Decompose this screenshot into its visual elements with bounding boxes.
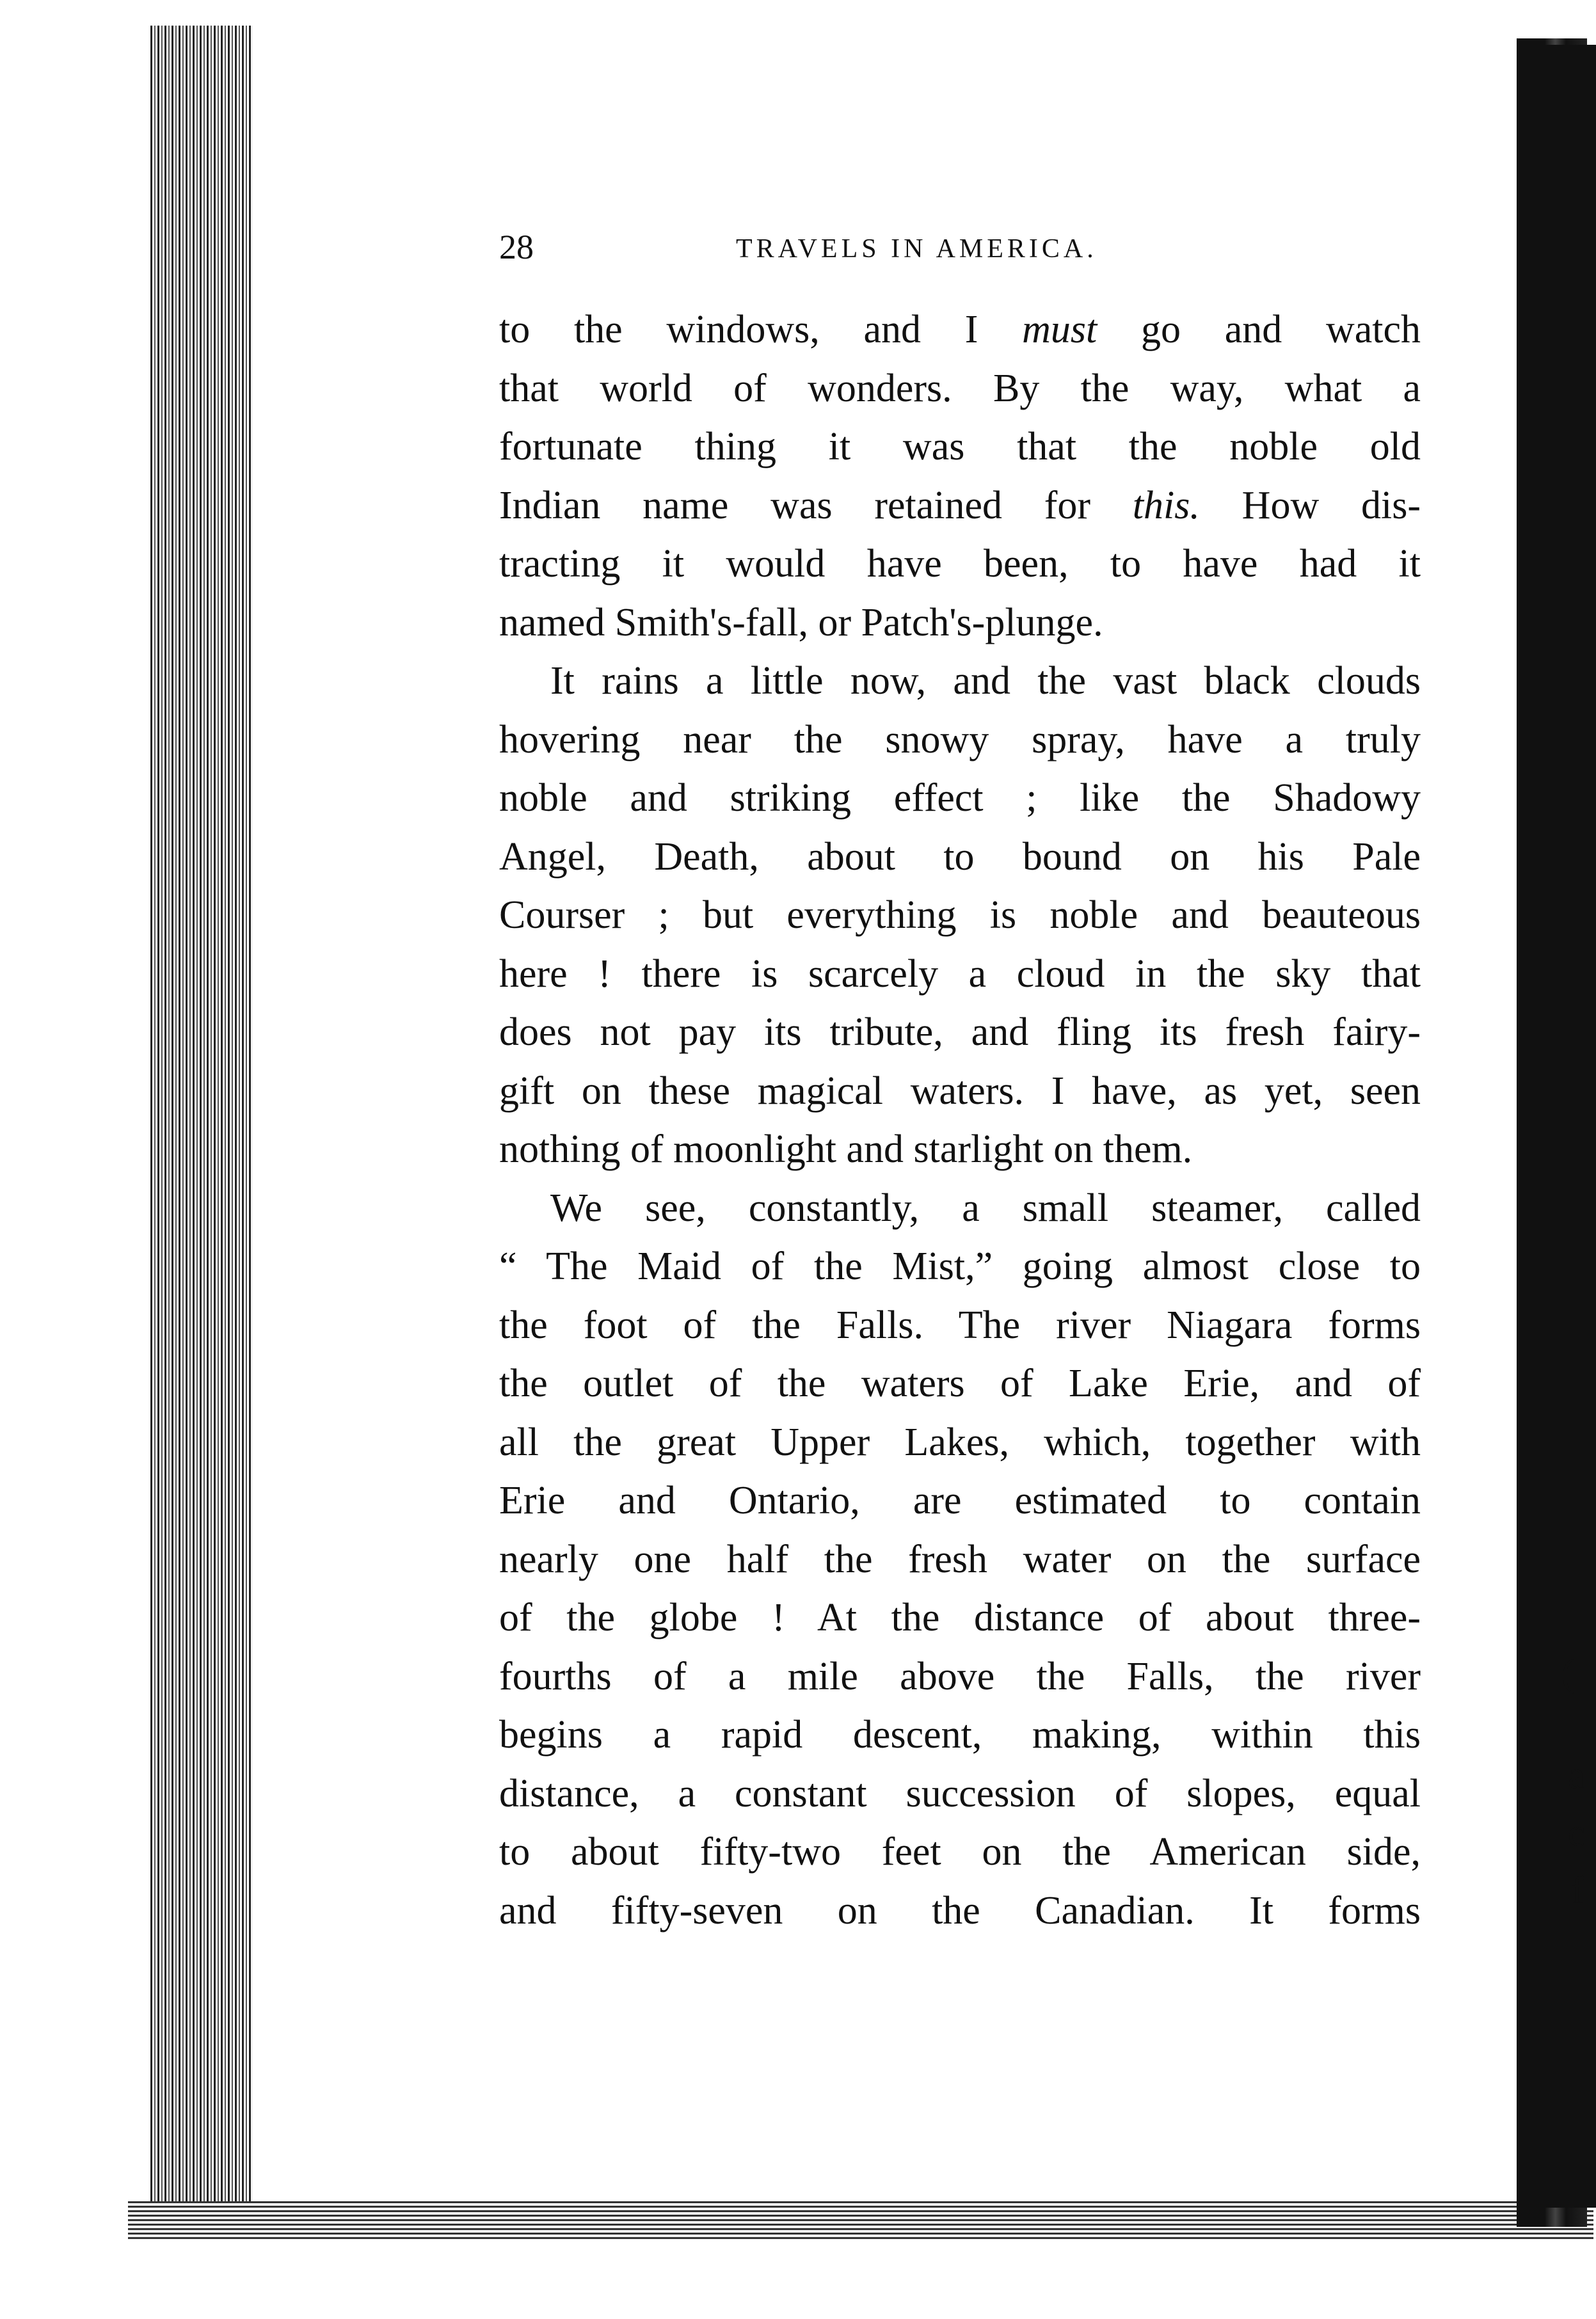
- text-line: tracting it would have been, to have had it: [499, 542, 1421, 586]
- text-line: begins a rapid descent, making, within this: [499, 1713, 1421, 1757]
- text-line: fortunate thing it was that the noble old: [499, 425, 1421, 468]
- text-line: to the windows, and I must go and watch: [499, 308, 1421, 351]
- text-line: fourths of a mile above the Falls, the river: [499, 1654, 1421, 1698]
- text-line: nearly one half the fresh water on the surface: [499, 1537, 1421, 1581]
- facing-page-fragment: (: [1561, 1652, 1574, 1694]
- text-line: Courser ; but everything is noble and beauteous: [499, 893, 1421, 937]
- text-line: It rains a little now, and the vast black clouds: [550, 659, 1421, 703]
- book-bottom-edges: [128, 2201, 1593, 2240]
- facing-page: [1542, 45, 1596, 2208]
- page-header: [499, 227, 1165, 278]
- text-line: gift on these magical waters. I have, as yet, seen: [499, 1069, 1421, 1113]
- facing-page-fragment: c: [1568, 1812, 1585, 1854]
- italic-word: must: [1022, 308, 1097, 351]
- facing-page-fragment: f: [1571, 1869, 1584, 1911]
- text-line: Angel, Death, about to bound on his Pale: [499, 834, 1421, 879]
- text-line: does not pay its tribute, and fling its fresh fairy-: [499, 1010, 1421, 1054]
- running-title: TRAVELS IN AMERICA.: [736, 234, 1097, 264]
- text-line: and fifty-seven on the Canadian. It forms: [499, 1888, 1421, 1932]
- text-line: nothing of moonlight and starlight on them.: [499, 1128, 1193, 1171]
- text-line: named Smith's-fall, or Patch's-plunge.: [499, 600, 1103, 644]
- text-line: the foot of the Falls. The river Niagara forms: [499, 1303, 1421, 1347]
- text-line: “ The Maid of the Mist,” going almost close to: [499, 1245, 1421, 1288]
- text-line: the outlet of the waters of Lake Erie, and of: [499, 1362, 1421, 1405]
- text-line: to about fifty-two feet on the American side,: [499, 1830, 1421, 1874]
- text-line: distance, a constant succession of slopes, equal: [499, 1771, 1421, 1815]
- text-line: noble and striking effect ; like the Shadowy: [499, 776, 1421, 820]
- book-page-edges: [150, 26, 262, 2227]
- body-text: [499, 301, 1421, 1940]
- page-number: 28: [499, 228, 534, 266]
- text-line: all the great Upper Lakes, which, together with: [499, 1420, 1421, 1464]
- text-line: Erie and Ontario, are estimated to contain: [499, 1479, 1421, 1522]
- text-line: Indian name was retained for this. How dis-: [499, 483, 1421, 527]
- text-line: that world of wonders. By the way, what a: [499, 366, 1421, 410]
- text-line: hovering near the snowy spray, have a truly: [499, 717, 1421, 761]
- facing-page-fragment: a: [1568, 1754, 1585, 1796]
- italic-word: this.: [1132, 483, 1200, 527]
- text-line: here ! there is scarcely a cloud in the sky that: [499, 952, 1421, 996]
- scan-margin: [0, 0, 150, 2319]
- text-line: We see, constantly, a small steamer, called: [550, 1186, 1421, 1230]
- text-line: of the globe ! At the distance of about three-: [499, 1596, 1421, 1639]
